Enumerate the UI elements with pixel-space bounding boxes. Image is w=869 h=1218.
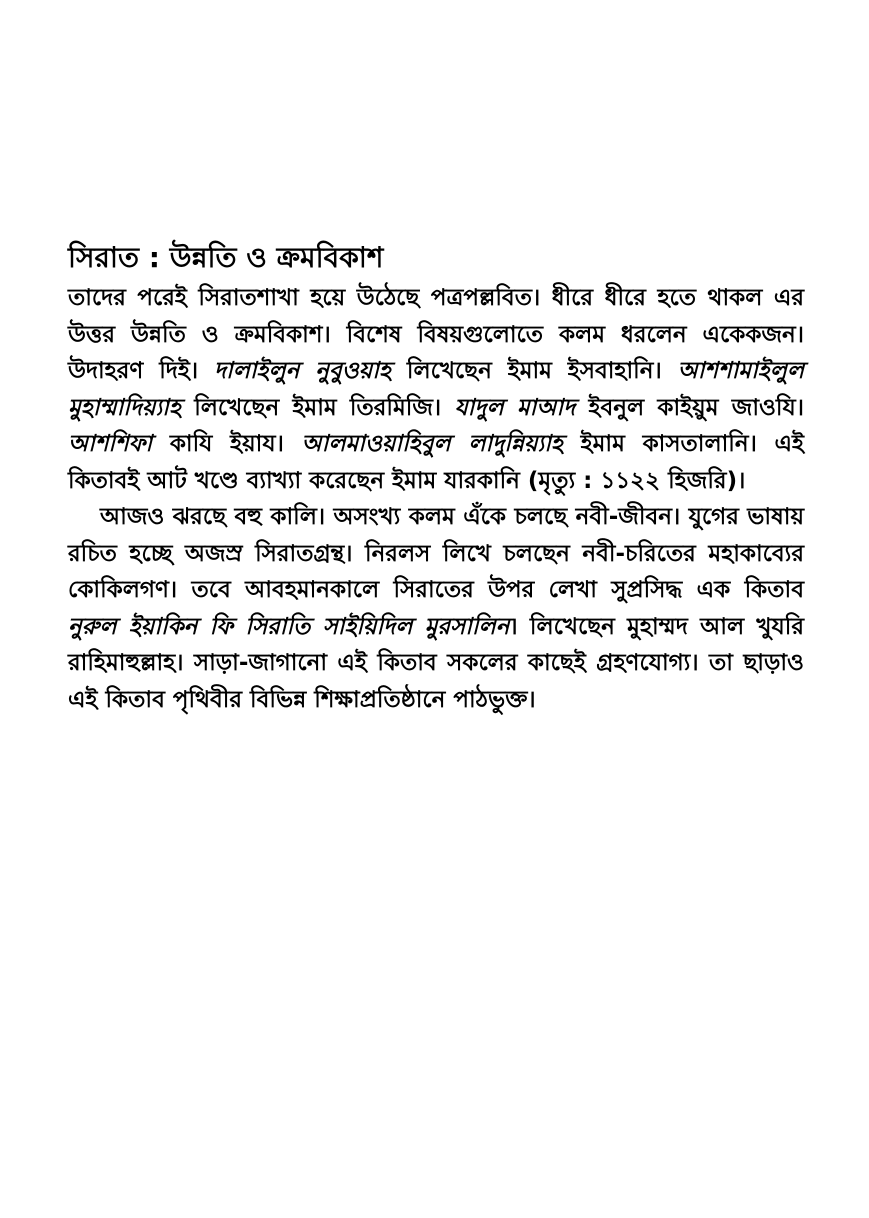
book-title-dalailun-nubuwwah: দালাইলুন নুবুওয়াহ: [213, 358, 391, 384]
paragraph-1: [68, 280, 804, 499]
book-title-almawahib: আলমাওয়াহিবুল লাদুন্নিয়্যাহ: [301, 431, 563, 457]
book-title-ashshifa: আশশিফা: [68, 431, 153, 457]
book-title-zadul-maad: যাদুল মাআদ: [454, 394, 576, 421]
document-page: [68, 236, 804, 718]
section-heading: সিরাত : উন্নতি ও ক্রমবিকাশ: [68, 241, 384, 274]
paragraph-1-text-2: লিখেছেন ইমাম ইসবাহানি।: [390, 358, 678, 384]
paragraph-1-text-3: লিখেছেন ইমাম তিরমিজি।: [180, 394, 455, 421]
paragraph-2-text-2: । লিখেছেন মুহাম্মদ আল খুযরি রাহিমাহুল্লাহ। সাড়া-জাগানো এই কিতাব সকলের কাছেই গ্রহণযোগ্য। তা ছাড়াও এই কিতাব পৃথিবীর বিভিন্ন শিক্ষাপ্রতিষ্ঠানে পাঠভুক্ত।: [68, 613, 804, 713]
paragraph-1-text-5: কাযি ইয়ায।: [152, 431, 302, 457]
paragraph-2: [68, 499, 804, 718]
paragraph-1-text-4: ইবনুল কাইয়ুম জাওযি।: [575, 394, 804, 421]
paragraph-1-text-6: ইমাম কাসতালানি। এই কিতাবই আট খণ্ডে ব্যাখ্যা করেছেন ইমাম যারকানি (মৃত্যু : ১১২২ হিজরি)।: [68, 431, 804, 494]
paragraph-1-text-1: তাদের পরেই সিরাতশাখা হয়ে উঠেছে পত্রপল্লবিত। ধীরে ধীরে হতে থাকল এর উত্তর উন্নতি ও ক্রমবিকাশ। বিশেষ বিষয়গুলোতে কলম ধরলেন একেকজন। উদাহরণ দিই।: [68, 285, 804, 384]
book-title-ashshamail: আশশামাইলুল মুহাম্মাদিয়্যাহ: [68, 358, 804, 421]
book-title-nurul-yaqin: নুরুল ইয়াকিন ফি সিরাতি সাইয়িদিল মুরসালিন: [68, 613, 510, 640]
paragraph-2-text-1: আজও ঝরছে বহু কালি। অসংখ্য কলম এঁকে চলছে নবী-জীবন। যুগের ভাষায় রচিত হচ্ছে অজস্র সিরাতগ্রন্থ। নিরলস লিখে চলছেন নবী-চরিতের মহাকাব্যের কোকিলগণ। তবে আবহমানকালে সিরাতের উপর লেখা সুপ্রসিদ্ধ এক কিতাব: [68, 504, 804, 603]
